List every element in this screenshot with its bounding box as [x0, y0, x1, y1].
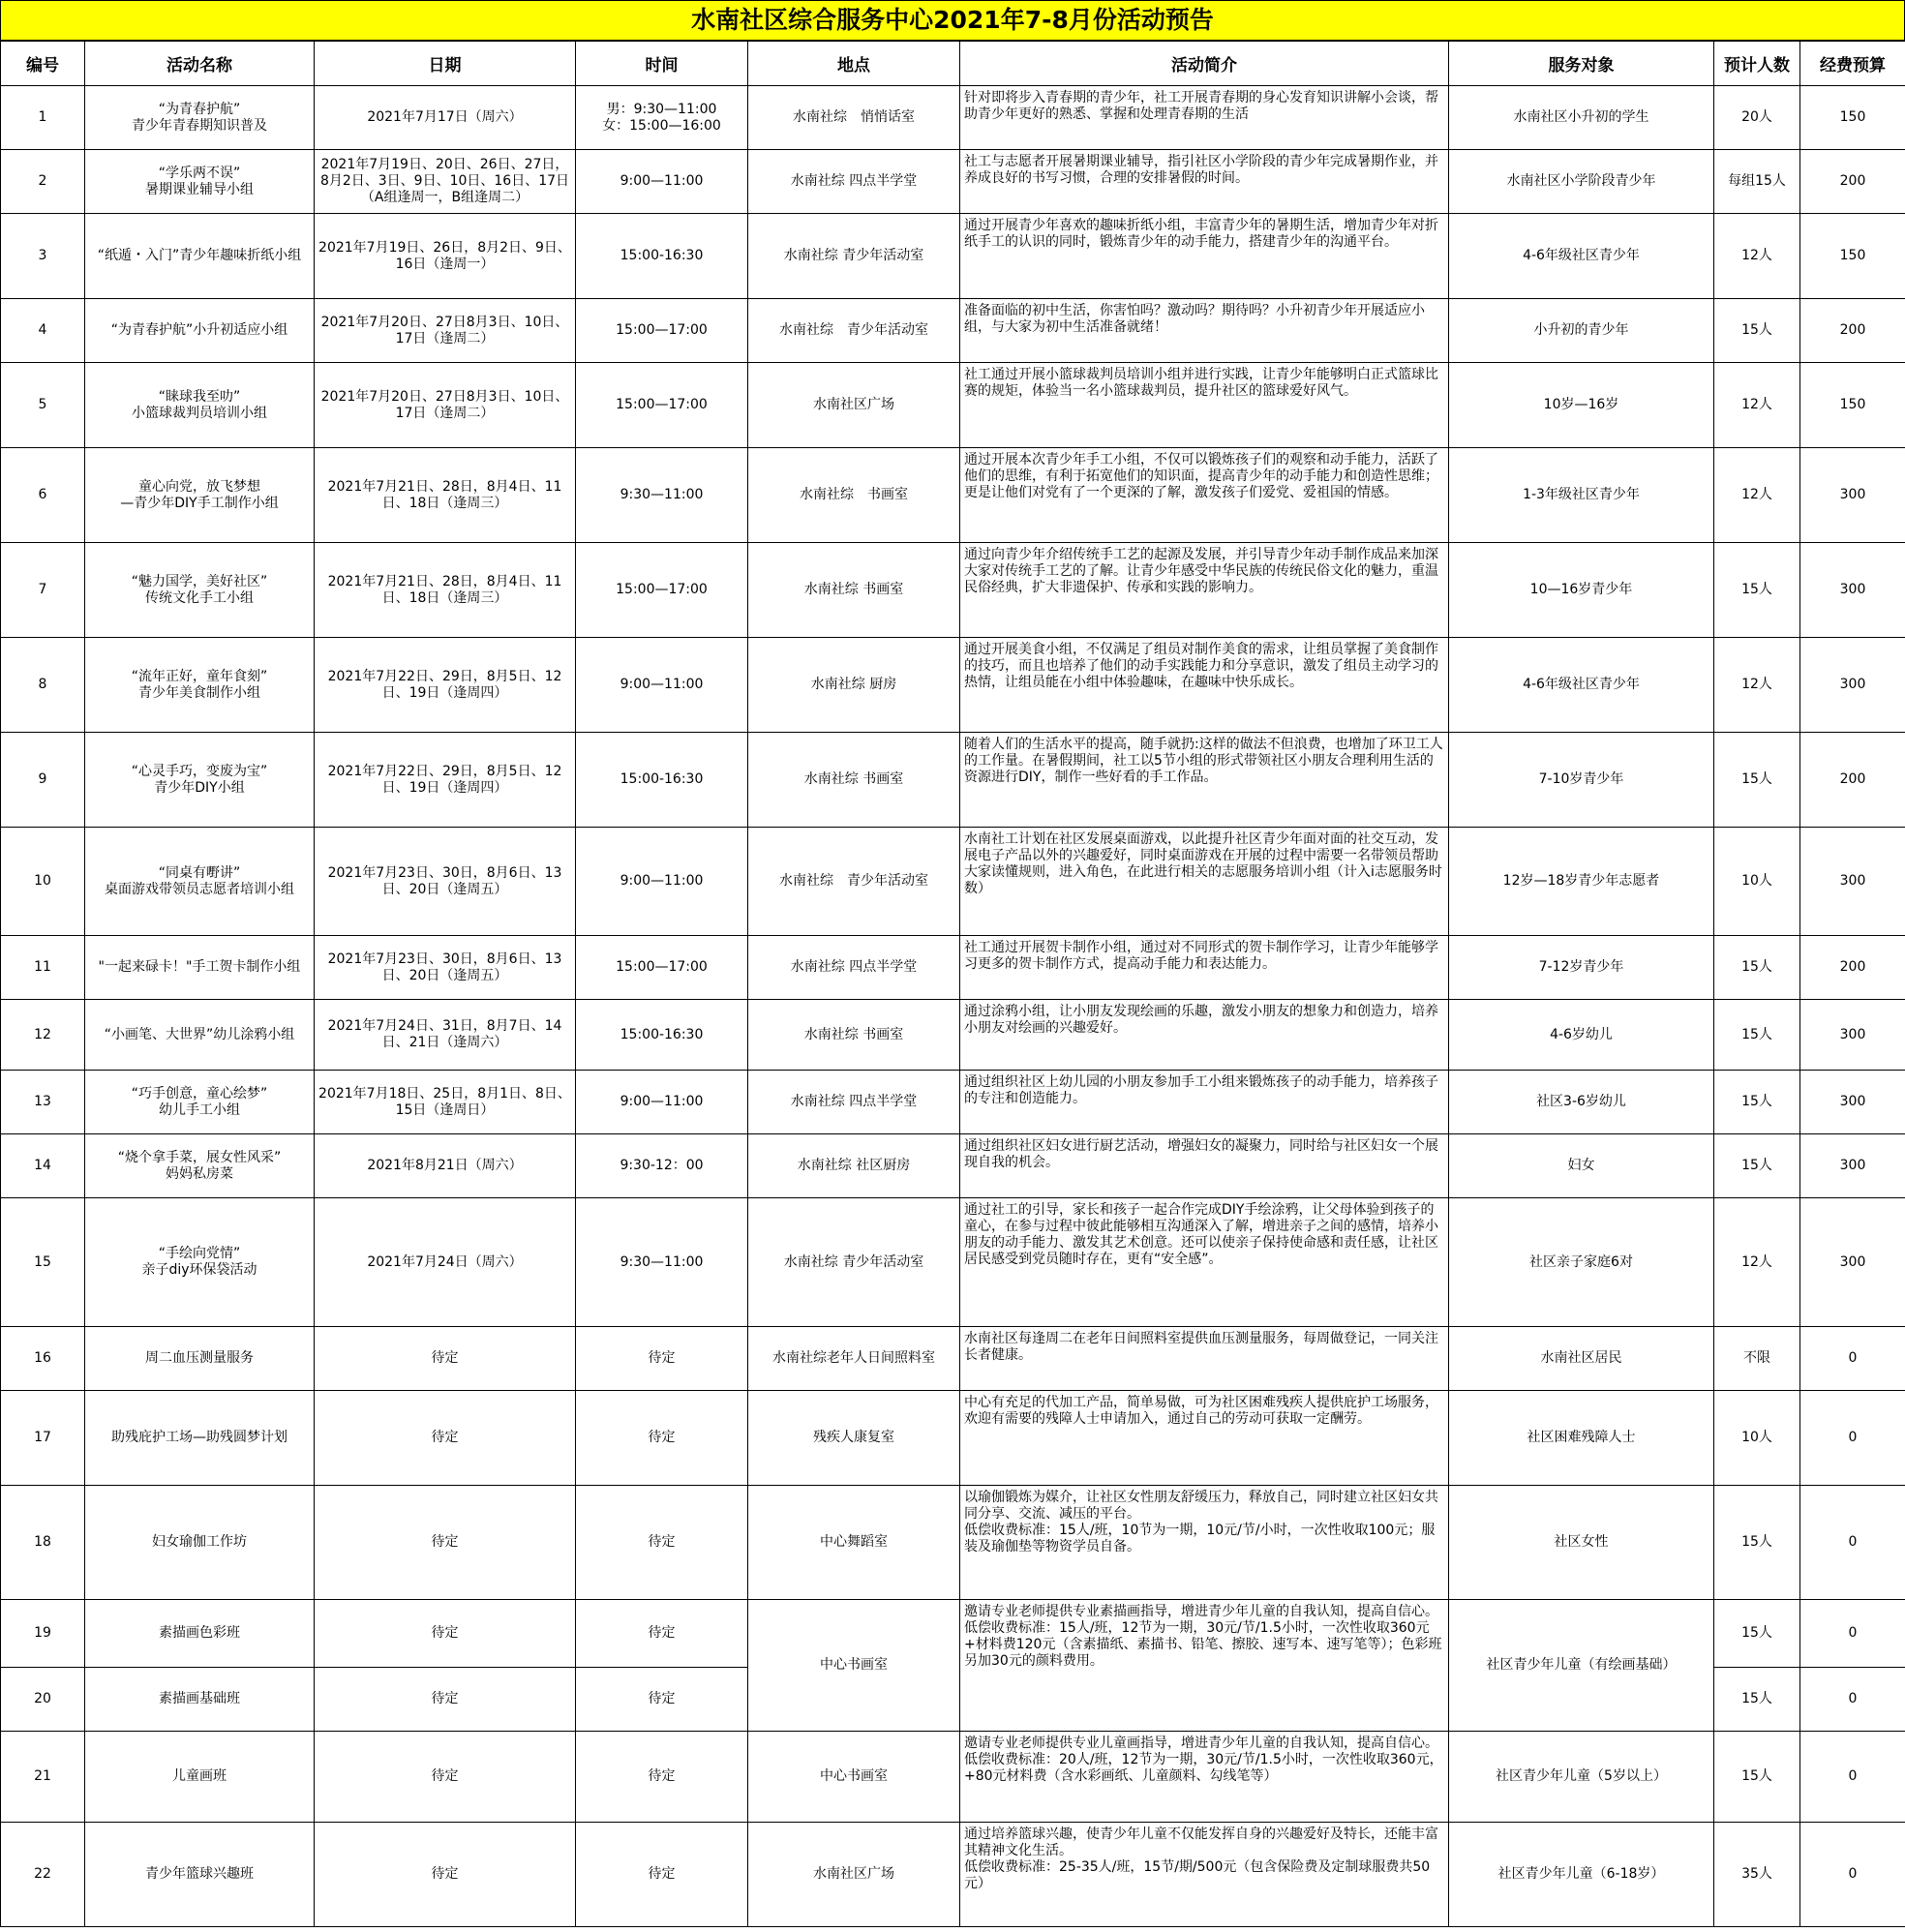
activity-table	[0, 41, 1905, 1927]
cell-target: 社区青少年儿童（有绘画基础）	[1449, 1600, 1714, 1732]
cell-place: 水南社综 悄悄话室	[748, 86, 960, 150]
cell-target: 社区女性	[1449, 1486, 1714, 1600]
cell-time: 15:00—17:00	[576, 543, 748, 638]
header-row	[1, 42, 1905, 86]
cell-count: 15人	[1714, 936, 1800, 1000]
cell-intro: 水南社工计划在社区发展桌面游戏，以此提升社区青少年面对面的社交互动，发展电子产品以外的兴趣爱好，同时桌面游戏在开展的过程中需要一名带领员帮助大家读懂规则，进入角色，在此进行相关的志愿服务培训小组（计入i志愿服务时数）	[960, 828, 1449, 936]
cell-target: 水南社区居民	[1449, 1327, 1714, 1391]
cell-time: 男：9:30—11:00 女：15:00—16:00	[576, 86, 748, 150]
cell-count: 15人	[1714, 1486, 1800, 1600]
cell-target: 水南社区小学阶段青少年	[1449, 150, 1714, 214]
cell-time: 9:00—11:00	[576, 1071, 748, 1134]
cell-budget: 150	[1800, 363, 1905, 448]
table-row	[1, 936, 1905, 1000]
cell-date: 2021年8月21日（周六）	[315, 1134, 576, 1198]
cell-budget: 300	[1800, 638, 1905, 733]
cell-name: “手绘向党情” 亲子diy环保袋活动	[85, 1198, 315, 1327]
cell-intro: 社工通过开展小篮球裁判员培训小组并进行实践，让青少年能够明白正式篮球比赛的规矩，体验当一名小篮球裁判员，提升社区的篮球爱好风气。	[960, 363, 1449, 448]
cell-time: 9:30-12：00	[576, 1134, 748, 1198]
cell-time: 15:00-16:30	[576, 1000, 748, 1071]
cell-intro: 以瑜伽锻炼为媒介，让社区女性朋友舒缓压力，释放自己，同时建立社区妇女共同分享、交流、减压的平台。 低偿收费标准：15人/班，10节为一期，10元/节/小时，一次性收取100元；服装及瑜伽垫等物资学员自备。	[960, 1486, 1449, 1600]
table-row	[1, 828, 1905, 936]
cell-date: 2021年7月22日、29日，8月5日、12日、19日（逢周四）	[315, 733, 576, 828]
cell-count: 15人	[1714, 1000, 1800, 1071]
cell-target: 小升初的青少年	[1449, 299, 1714, 363]
cell-no: 14	[1, 1134, 85, 1198]
cell-time: 15:00—17:00	[576, 363, 748, 448]
header-name: 活动名称	[85, 42, 315, 86]
cell-target: 4-6年级社区青少年	[1449, 214, 1714, 299]
cell-intro: 中心有充足的代加工产品，简单易做，可为社区困难残疾人提供庇护工场服务，欢迎有需要的残障人士申请加入，通过自己的劳动可获取一定酬劳。	[960, 1391, 1449, 1486]
cell-place: 水南社综 书画室	[748, 733, 960, 828]
cell-target: 7-12岁青少年	[1449, 936, 1714, 1000]
cell-place: 水南社综 厨房	[748, 638, 960, 733]
cell-budget: 300	[1800, 543, 1905, 638]
cell-time: 9:00—11:00	[576, 828, 748, 936]
cell-name: “巧手创意，童心绘梦” 幼儿手工小组	[85, 1071, 315, 1134]
cell-no: 6	[1, 448, 85, 543]
cell-place: 水南社综 青少年活动室	[748, 214, 960, 299]
table-row	[1, 150, 1905, 214]
cell-count: 12人	[1714, 638, 1800, 733]
cell-count: 10人	[1714, 828, 1800, 936]
cell-name: “流年正好，童年食刻” 青少年美食制作小组	[85, 638, 315, 733]
header-place: 地点	[748, 42, 960, 86]
cell-place: 水南社综 书画室	[748, 543, 960, 638]
cell-time: 待定	[576, 1600, 748, 1668]
cell-date: 2021年7月23日、30日，8月6日、13日、20日（逢周五）	[315, 936, 576, 1000]
cell-no: 17	[1, 1391, 85, 1486]
cell-date: 2021年7月21日、28日，8月4日、11日、18日（逢周三）	[315, 543, 576, 638]
cell-name: “为青春护航” 青少年青春期知识普及	[85, 86, 315, 150]
cell-no: 7	[1, 543, 85, 638]
cell-place: 水南社综 青少年活动室	[748, 1198, 960, 1327]
cell-budget: 300	[1800, 1000, 1905, 1071]
table-row	[1, 1391, 1905, 1486]
table-row	[1, 363, 1905, 448]
cell-name: 儿童画班	[85, 1732, 315, 1823]
cell-place: 水南社综 四点半学堂	[748, 150, 960, 214]
cell-intro: 通过组织社区上幼儿园的小朋友参加手工小组来锻炼孩子的动手能力，培养孩子的专注和创造能力。	[960, 1071, 1449, 1134]
cell-count: 15人	[1714, 543, 1800, 638]
cell-budget: 0	[1800, 1486, 1905, 1600]
cell-date: 2021年7月19日、26日，8月2日、9日、16日（逢周一）	[315, 214, 576, 299]
cell-date: 2021年7月18日、25日，8月1日、8日、15日（逢周日）	[315, 1071, 576, 1134]
table-row	[1, 448, 1905, 543]
cell-no: 10	[1, 828, 85, 936]
cell-count: 不限	[1714, 1327, 1800, 1391]
cell-intro: 邀请专业老师提供专业儿童画指导，增进青少年儿童的自我认知，提高自信心。 低偿收费标准：20人/班，12节为一期，30元/节/1.5小时，一次性收取360元，+80元材料费（含水彩画纸、儿童颜料、勾线笔等）	[960, 1732, 1449, 1823]
cell-date: 2021年7月22日、29日，8月5日、12日、19日（逢周四）	[315, 638, 576, 733]
cell-no: 1	[1, 86, 85, 150]
cell-budget: 0	[1800, 1600, 1905, 1668]
cell-target: 7-10岁青少年	[1449, 733, 1714, 828]
cell-target: 妇女	[1449, 1134, 1714, 1198]
cell-name: “学乐两不误” 暑期课业辅导小组	[85, 150, 315, 214]
cell-date: 2021年7月23日、30日，8月6日、13日、20日（逢周五）	[315, 828, 576, 936]
cell-count: 12人	[1714, 363, 1800, 448]
cell-time: 待定	[576, 1823, 748, 1927]
cell-count: 12人	[1714, 214, 1800, 299]
table-row	[1, 1823, 1905, 1927]
cell-time: 15:00-16:30	[576, 214, 748, 299]
cell-budget: 200	[1800, 733, 1905, 828]
cell-target: 社区3-6岁幼儿	[1449, 1071, 1714, 1134]
cell-count: 15人	[1714, 1668, 1800, 1732]
cell-budget: 0	[1800, 1327, 1905, 1391]
cell-count: 12人	[1714, 448, 1800, 543]
sheet-title: 水南社区综合服务中心2021年7-8月份活动预告	[0, 0, 1905, 41]
cell-place: 水南社综 书画室	[748, 448, 960, 543]
cell-name: “心灵手巧，变废为宝” 青少年DIY小组	[85, 733, 315, 828]
cell-time: 15:00—17:00	[576, 936, 748, 1000]
cell-no: 22	[1, 1823, 85, 1927]
cell-time: 待定	[576, 1668, 748, 1732]
cell-count: 15人	[1714, 1134, 1800, 1198]
cell-count: 15人	[1714, 1600, 1800, 1668]
table-row	[1, 1600, 1905, 1668]
cell-name: “睐球我至叻” 小篮球裁判员培训小组	[85, 363, 315, 448]
cell-place: 水南社综 青少年活动室	[748, 299, 960, 363]
cell-date: 2021年7月20日、27日8月3日、10日、17日（逢周二）	[315, 299, 576, 363]
table-row	[1, 1486, 1905, 1600]
cell-date: 2021年7月17日（周六）	[315, 86, 576, 150]
cell-date: 2021年7月24日、31日，8月7日、14日、21日（逢周六）	[315, 1000, 576, 1071]
cell-no: 15	[1, 1198, 85, 1327]
cell-place: 水南社综 书画室	[748, 1000, 960, 1071]
cell-intro: 邀请专业老师提供专业素描画指导，增进青少年儿童的自我认知，提高自信心。 低偿收费标准：15人/班，12节为一期，30元/节/1.5小时，一次性收取360元+材料费120元（含素描纸、素描书、铅笔、擦胶、速写本、速写笔等）；色彩班另加30元的颜料费用。	[960, 1600, 1449, 1732]
cell-place: 水南社综 四点半学堂	[748, 1071, 960, 1134]
cell-budget: 300	[1800, 828, 1905, 936]
cell-no: 18	[1, 1486, 85, 1600]
cell-intro: 社工通过开展贺卡制作小组，通过对不同形式的贺卡制作学习，让青少年能够学习更多的贺卡制作方式，提高动手能力和表达能力。	[960, 936, 1449, 1000]
cell-date: 待定	[315, 1823, 576, 1927]
cell-count: 15人	[1714, 1071, 1800, 1134]
cell-target: 社区亲子家庭6对	[1449, 1198, 1714, 1327]
cell-name: 素描画色彩班	[85, 1600, 315, 1668]
cell-intro: 通过社工的引导，家长和孩子一起合作完成DIY手绘涂鸦，让父母体验到孩子的童心，在参与过程中彼此能够相互沟通深入了解，增进亲子之间的感情，培养小朋友的动手能力、激发其艺术创意。还可以使亲子保持使命感和责任感，让社区居民感受到党员随时存在，更有“安全感”。	[960, 1198, 1449, 1327]
table-row	[1, 1327, 1905, 1391]
cell-name: “为青春护航”小升初适应小组	[85, 299, 315, 363]
cell-intro: 通过组织社区妇女进行厨艺活动，增强妇女的凝聚力，同时给与社区妇女一个展现自我的机会。	[960, 1134, 1449, 1198]
cell-budget: 0	[1800, 1668, 1905, 1732]
cell-intro: 针对即将步入青春期的青少年，社工开展青春期的身心发育知识讲解小会谈，帮助青少年更好的熟悉、掌握和处理青春期的生活	[960, 86, 1449, 150]
cell-no: 13	[1, 1071, 85, 1134]
cell-place: 水南社综 社区厨房	[748, 1134, 960, 1198]
table-row	[1, 1198, 1905, 1327]
cell-time: 9:00—11:00	[576, 150, 748, 214]
cell-count: 15人	[1714, 1732, 1800, 1823]
cell-budget: 0	[1800, 1391, 1905, 1486]
cell-name: 童心向党，放飞梦想 —青少年DIY手工制作小组	[85, 448, 315, 543]
header-date: 日期	[315, 42, 576, 86]
cell-place: 水南社区广场	[748, 363, 960, 448]
cell-intro: 通过开展美食小组，不仅满足了组员对制作美食的需求，让组员掌握了美食制作的技巧，而且也培养了他们的动手实践能力和分享意识，激发了组员主动学习的热情，让组员能在小组中体验趣味，在趣味中快乐成长。	[960, 638, 1449, 733]
table-row	[1, 638, 1905, 733]
cell-intro: 随着人们的生活水平的提高，随手就扔:这样的做法不但浪费，也增加了环卫工人的工作量。在暑假期间，社工以5节小组的形式带领社区小朋友合理利用生活的资源进行DIY，制作一些好看的手工作品。	[960, 733, 1449, 828]
cell-no: 12	[1, 1000, 85, 1071]
cell-intro: 社工与志愿者开展暑期课业辅导，指引社区小学阶段的青少年完成暑期作业，并养成良好的书写习惯，合理的安排暑假的时间。	[960, 150, 1449, 214]
cell-date: 待定	[315, 1732, 576, 1823]
header-no: 编号	[1, 42, 85, 86]
cell-target: 10岁—16岁	[1449, 363, 1714, 448]
cell-time: 9:30—11:00	[576, 1198, 748, 1327]
cell-count: 10人	[1714, 1391, 1800, 1486]
table-row	[1, 1000, 1905, 1071]
header-budget: 经费预算	[1800, 42, 1905, 86]
cell-time: 待定	[576, 1486, 748, 1600]
cell-date: 待定	[315, 1668, 576, 1732]
cell-budget: 200	[1800, 936, 1905, 1000]
cell-no: 5	[1, 363, 85, 448]
cell-name: 周二血压测量服务	[85, 1327, 315, 1391]
cell-target: 4-6年级社区青少年	[1449, 638, 1714, 733]
cell-date: 待定	[315, 1391, 576, 1486]
cell-count: 15人	[1714, 299, 1800, 363]
cell-count: 每组15人	[1714, 150, 1800, 214]
cell-date: 待定	[315, 1600, 576, 1668]
table-row	[1, 1134, 1905, 1198]
cell-count: 12人	[1714, 1198, 1800, 1327]
cell-place: 水南社区广场	[748, 1823, 960, 1927]
header-time: 时间	[576, 42, 748, 86]
table-row	[1, 299, 1905, 363]
cell-no: 8	[1, 638, 85, 733]
cell-place: 残疾人康复室	[748, 1391, 960, 1486]
cell-target: 水南社区小升初的学生	[1449, 86, 1714, 150]
cell-intro: 通过涂鸦小组，让小朋友发现绘画的乐趣，激发小朋友的想象力和创造力，培养小朋友对绘画的兴趣爱好。	[960, 1000, 1449, 1071]
cell-budget: 150	[1800, 86, 1905, 150]
cell-place: 中心舞蹈室	[748, 1486, 960, 1600]
cell-time: 15:00-16:30	[576, 733, 748, 828]
cell-target: 1-3年级社区青少年	[1449, 448, 1714, 543]
table-row	[1, 214, 1905, 299]
cell-intro: 通过开展青少年喜欢的趣味折纸小组，丰富青少年的暑期生活，增加青少年对折纸手工的认识的同时，锻炼青少年的动手能力，搭建青少年的沟通平台。	[960, 214, 1449, 299]
cell-date: 2021年7月20日、27日8月3日、10日、17日（逢周二）	[315, 363, 576, 448]
cell-budget: 200	[1800, 150, 1905, 214]
cell-place: 水南社综 四点半学堂	[748, 936, 960, 1000]
cell-time: 9:00—11:00	[576, 638, 748, 733]
cell-name: “小画笔、大世界”幼儿涂鸦小组	[85, 1000, 315, 1071]
cell-intro: 通过培养篮球兴趣，使青少年儿童不仅能发挥自身的兴趣爱好及特长，还能丰富其精神文化生活。 低偿收费标准：25-35人/班，15节/期/500元（包含保险费及定制球服费共50元）	[960, 1823, 1449, 1927]
cell-time: 15:00—17:00	[576, 299, 748, 363]
cell-count: 15人	[1714, 733, 1800, 828]
cell-intro: 水南社区每逢周二在老年日间照料室提供血压测量服务，每周做登记，一同关注长者健康。	[960, 1327, 1449, 1391]
cell-target: 10—16岁青少年	[1449, 543, 1714, 638]
cell-name: “烧个拿手菜，展女性风采” 妈妈私房菜	[85, 1134, 315, 1198]
cell-name: 妇女瑜伽工作坊	[85, 1486, 315, 1600]
cell-budget: 0	[1800, 1823, 1905, 1927]
cell-no: 20	[1, 1668, 85, 1732]
cell-no: 2	[1, 150, 85, 214]
cell-budget: 300	[1800, 1134, 1905, 1198]
cell-target: 社区青少年儿童（5岁以上）	[1449, 1732, 1714, 1823]
cell-target: 12岁—18岁青少年志愿者	[1449, 828, 1714, 936]
cell-no: 11	[1, 936, 85, 1000]
cell-budget: 300	[1800, 1071, 1905, 1134]
cell-time: 待定	[576, 1732, 748, 1823]
cell-target: 社区青少年儿童（6-18岁）	[1449, 1823, 1714, 1927]
table-row	[1, 1071, 1905, 1134]
cell-budget: 300	[1800, 448, 1905, 543]
cell-no: 4	[1, 299, 85, 363]
cell-target: 4-6岁幼儿	[1449, 1000, 1714, 1071]
cell-time: 待定	[576, 1391, 748, 1486]
cell-no: 9	[1, 733, 85, 828]
cell-budget: 200	[1800, 299, 1905, 363]
cell-intro: 通过开展本次青少年手工小组，不仅可以锻炼孩子们的观察和动手能力，活跃了他们的思维，有利于拓宽他们的知识面，提高青少年的动手能力和创造性思维；更是让他们对党有了一个更深的了解，激发孩子们爱党、爱祖国的情感。	[960, 448, 1449, 543]
table-row	[1, 1732, 1905, 1823]
cell-place: 水南社综 青少年活动室	[748, 828, 960, 936]
cell-budget: 0	[1800, 1732, 1905, 1823]
cell-no: 3	[1, 214, 85, 299]
cell-place: 中心书画室	[748, 1600, 960, 1732]
table-row	[1, 86, 1905, 150]
cell-intro: 准备面临的初中生活，你害怕吗？激动吗？期待吗？小升初青少年开展适应小组，与大家为初中生活准备就绪！	[960, 299, 1449, 363]
cell-name: “魅力国学，美好社区” 传统文化手工小组	[85, 543, 315, 638]
cell-time: 待定	[576, 1327, 748, 1391]
cell-place: 水南社综老年人日间照料室	[748, 1327, 960, 1391]
cell-date: 待定	[315, 1327, 576, 1391]
cell-time: 9:30—11:00	[576, 448, 748, 543]
table-row	[1, 543, 1905, 638]
header-count: 预计人数	[1714, 42, 1800, 86]
table-row	[1, 733, 1905, 828]
cell-budget: 150	[1800, 214, 1905, 299]
cell-name: "一起来碌卡！"手工贺卡制作小组	[85, 936, 315, 1000]
cell-date: 2021年7月21日、28日，8月4日、11日、18日（逢周三）	[315, 448, 576, 543]
cell-intro: 通过向青少年介绍传统手工艺的起源及发展，并引导青少年动手制作成品来加深大家对传统手工艺的了解。让青少年感受中华民族的传统民俗文化的魅力，重温民俗经典，扩大非遗保护、传承和实践的影响力。	[960, 543, 1449, 638]
cell-name: “同桌有嘢讲” 桌面游戏带领员志愿者培训小组	[85, 828, 315, 936]
cell-count: 35人	[1714, 1823, 1800, 1927]
header-target: 服务对象	[1449, 42, 1714, 86]
cell-name: 助残庇护工场—助残圆梦计划	[85, 1391, 315, 1486]
cell-name: 青少年篮球兴趣班	[85, 1823, 315, 1927]
cell-count: 20人	[1714, 86, 1800, 150]
cell-date: 2021年7月24日（周六）	[315, 1198, 576, 1327]
cell-date: 待定	[315, 1486, 576, 1600]
cell-no: 21	[1, 1732, 85, 1823]
cell-no: 19	[1, 1600, 85, 1668]
cell-place: 中心书画室	[748, 1732, 960, 1823]
cell-name: 素描画基础班	[85, 1668, 315, 1732]
cell-name: “纸遁・入门”青少年趣味折纸小组	[85, 214, 315, 299]
cell-target: 社区困难残障人士	[1449, 1391, 1714, 1486]
cell-budget: 300	[1800, 1198, 1905, 1327]
header-intro: 活动简介	[960, 42, 1449, 86]
cell-date: 2021年7月19日、20日、26日、27日，8月2日、3日、9日、10日、16日、17日（A组逢周一，B组逢周二）	[315, 150, 576, 214]
cell-no: 16	[1, 1327, 85, 1391]
